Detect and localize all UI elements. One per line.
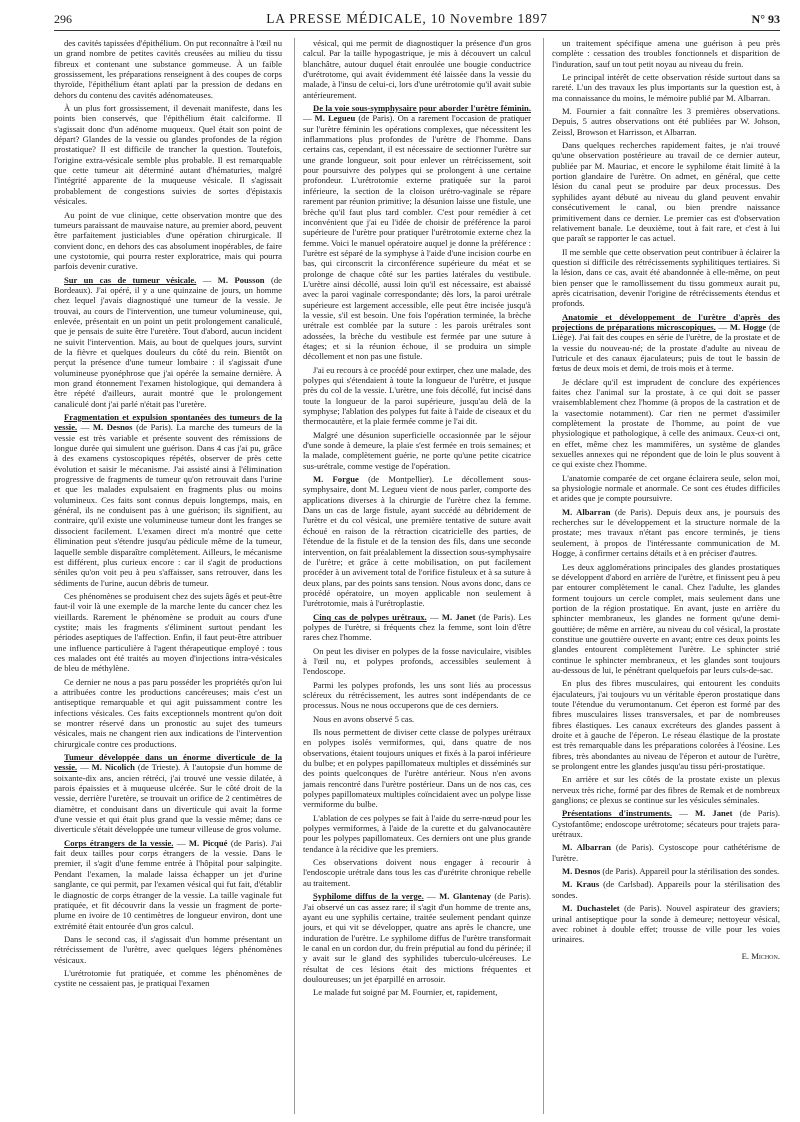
paragraph: L'urétrotomie fut pratiquée, et comme les phénomènes de cystite ne cessaient pas, je pratiquai l'examen [54,967,282,989]
paragraph: Ce dernier ne nous a pas paru posséder les propriétés qu'on lui a attribuées contre les productions cancéreuses; mais c'est un antiseptique remarquable et qui agit puissamment contre les infections vésicales. Ces faits exceptionnels montrent qu'on doit se montrer réservé dans un pronostic au sujet des tumeurs vésicales, mais ne changent rien aux indications de l'intervention chirurgicale contre ces productions. [54,676,282,749]
section-anatomie-uretre: Anatomie et développement de l'urètre d'après des projections de préparations microscopiques. — M. Hogge (de Liège). J'ai fait des coupes en série de l'urètre, de la prostate et de la vessie du nouveau-né; de la prostate d'adulte au niveau de l'utricule et des canaux éjaculateurs; puis de tout le bassin de fœtus de deux mois et demi, de trois mois et à terme. [552,311,780,374]
section-title: Syphilome diffus de la verge. [313,891,424,902]
section-author: M. Desnos [562,866,601,877]
section-author: M. Pousson [217,274,265,285]
column-2 [294,38,531,1114]
paragraph: Il me semble que cette observation peut contribuer à éclairer la question si difficile des rétrécissements syphilitiques tertiaires. Si la lésion, dans ce cas, avait été abandonnée à elle-même, on peut bien penser que le ramollissement du tissu gommeux aurait pu, après cicatrisation, devenir l'origine de rétrécissements étendus et profonds. [552,246,780,309]
section-text: (de Carlsbad). Appareils pour la stérilisation des sondes. [552,879,780,900]
section-text: (de Paris). Nouvel aspirateur des graviers; urinal antiseptique pour la sonde à demeure; nettoyeur vésical, avec robinet à double effet; trousse de ville pour les voies urinaires. [552,903,780,945]
section-text: (de Paris). La marche des tumeurs de la vessie est très variable et présente souvent des rémissions de longue durée qui simulent une guérison. Dans 4 cas j'ai pu, grâce à des examens cystoscopiques répétés, observer de près cette évolution et saisir le mécanisme. J'ai assisté ainsi à l'élimination progressive de fragments de tumeur qu'on retrouvait dans l'urine et que les malades expulsaient en fragments plus ou moins volumineux. Ces faits sont connus depuis longtemps, mais, en général, ils ne conduisent pas à une guérison; ils signifient, au contraire, qu'il existe une volumineuse tumeur dont les franges se dissocient facilement. L'examen direct m'a montré que cette élimination peut s'étendre jusqu'au pédicule même de la tumeur, laquelle semble disparaître complètement. Ailleurs, le mécanisme est différent, plus curieux encore : car il s'agit de productions séniles qu'on voit peu à peu s'affaisser, sans retrouver, dans les sédiments de l'urine, aucun débris de tumeur. [54,422,282,588]
issue-number: N° 93 [751,11,780,26]
section-syphilome: Syphilome diffus de la verge. — M. Glantenay (de Paris). J'ai observé un cas assez rare; il s'agit d'un homme de trente ans, ayant eu une syphilis certaine, traitée seulement pendant quinze jours, et qui vit se développer, quatre ans après le chancre, une induration de l'urètre. Le syphilome diffus de l'urètre transformait le canal en un cordon dur, du frein préputial au fond du périnée; il y avait sur le gland des syphilides tuberculo-ulcéreuses. Le résultat de ces lésions était des mictions fréquentes et douloureuses; un jet éparpillé en arrosoir. [303,891,531,984]
section-corps-etrangers: Corps étrangers de la vessie. — M. Picqué (de Paris). J'ai fait deux tailles pour corps étrangers de la vessie. Dans le premier, il s'agit d'une femme entrée à l'hôpital pour salpingite. Pendant l'examen, la malade laissa échapper un jet d'urine sanglante, ce qui permit, par l'examen vésical qui fut fait, d'établir le diagnostic de corps étranger de la vessie. La taille vaginale fut pratiquée, et fit découvrir dans la vessie un fragment de porte-plume en ivoire de 10 centimètres de longueur environ, dont une extrémité était entourée d'un gros calcul. [54,837,282,931]
column-3 [543,38,780,1114]
section-polypes-uretraux: Cinq cas de polypes urétraux. — M. Janet (de Paris). Les polypes de l'urètre, si fréquents chez la femme, sont loin d'être rares chez l'homme. [303,611,531,643]
section-author: M. Desnos [92,422,133,433]
section-albarran [552,507,780,559]
section-title: Corps étrangers de la vessie. [64,837,174,848]
section-author: M. Albarran [562,506,611,517]
section-title: Anatomie et développement de l'urètre d'après des projections de préparations microscopiques. [552,311,780,332]
section-text: (de Paris). Cystoscope pour cathétérisme de l'urètre. [552,842,780,863]
section-text: (de Bordeaux). J'ai opéré, il y a une quinzaine de jours, un homme chez lequel j'avais diagnostiqué une tumeur de la vessie. Je trouvai, au cours de l'intervention, une tumeur volumineuse, qui, enlevée, présentait en un point un petit prolongement canaliculé, que je pensais de suite être l'uretère. Tout d'abord, aucun incident ne suivit l'intervention. Mais, au bout de quelques jours, survint de la fièvre et quelques douleurs du côté du rein. Bientôt on perçut la présence d'une tumeur lombaire : il s'agissait d'une volumineuse pyonéphrose que j'ai opérée la semaine dernière. À mon grand étonnement l'examen histologique, qui demandera à être répété d'ailleurs, aurait montré que le prolongement canaliculé dont j'ai parlé n'était pas l'uretère. [54,274,282,409]
section-title: Cinq cas de polypes urétraux. [313,611,427,622]
section-text: (de Liège). J'ai fait des coupes en série de l'urètre, de la prostate et de la vessie du nouveau-né; de la prostate d'adulte au niveau de l'utricule et des canaux éjaculateurs; puis de tout le bassin de fœtus de deux mois et demi, de trois mois et à terme. [552,321,780,374]
section-diverticule: Tumeur développée dans un énorme diverticule de la vessie. — M. Nicolich (de Trieste). À l'autopsie d'un homme de soixante-dix ans, ancien rétréci, j'ai trouvé une vessie dilatée, à parois épaissies et à muqueuse ulcérée. Sur le côté droit de la vessie, derrière l'uretère, se trouvait un orifice de 2 centimètres de diamètre, et conduisant dans un diverticule qui avait la forme d'une vessie et qui était plus grand que la vessie même; dans ce diverticule s'était développée une tumeur villeuse de gros volume. [54,752,282,835]
paragraph: En arrière et sur les côtés de la prostate existe un plexus nerveux très riche, formé par des fibres de Remak et de nombreux ganglions; ce plexus se continue sur les vésicules séminales. [552,774,780,806]
paragraph: J'ai eu recours à ce procédé pour extirper, chez une malade, des polypes qui s'étendaient à toute la longueur de l'urètre, et jusque près du col de la vessie. L'urètre, une fois décollé, fut incisé dans toute la longueur de la paroi supérieure, jusqu'au delà de la symphyse; l'ablation des polypes fut faite à l'aide de ciseaux et du thermocautère, et la plaie fermée comme je l'ai dit. [303,364,531,427]
paragraph: Ils nous permettent de diviser cette classe de polypes urétraux en polypes isolés vermiformes, qui, dans quatre de nos observations, étaient toujours uniques et fixés à la paroi inférieure du bulbe; et en polypes papillomateux multiples et disséminés sur des points quelconques de l'urètre antérieur. Nous n'en avons jamais rencontré dans l'urètre postérieur. Dans un de nos cas, ces polypes papillomateux multiples coïncidaient avec un polype lisse vermiforme du bulbe. [303,727,531,810]
section-text: (de Paris). Appareil pour la stérilisation des sondes. [602,866,780,877]
section-text: (de Trieste). À l'autopsie d'un homme de soixante-dix ans, ancien rétréci, j'ai trouvé une vessie dilatée, à parois épaissies et à muqueuse ulcérée. Sur le côté droit de la vessie, derrière l'uretère, se trouvait un orifice de 2 centimètres de diamètre, et conduisant dans un diverticule qui avait la forme d'une vessie et qui était plus grand que la vessie même; dans ce diverticule s'était développée une tumeur villeuse de gros volume. [54,762,282,835]
paragraph: Parmi les polypes profonds, les uns sont liés au processus scléreux du rétrécissement, les autres sont indépendants de ce processus. Nous ne nous occuperons que de ces derniers. [303,679,531,711]
paragraph: En plus des fibres musculaires, qui entourent les conduits éjaculateurs, j'ai toujours vu un véritable éperon prostatique dans toute l'étendue du verumontanum. Cet éperon est formé par des fibres musculaires lisses transversales, et par de nombreuses fibres élastiques. Les canaux excréteurs des glandes passent à droite et à gauche de l'éperon. Le réseau élastique de la prostate est très remarquable dans les préparations colorées à l'éosine. Les fibres, très abondantes au niveau de l'éperon et autour de l'urètre, se prolongent entre les glandes jusqu'au tissu péri-prostatique. [552,678,780,772]
paragraph: un traitement spécifique amena une guérison à peu près complète : cessation des troubles fonctionnels et disparition de l'induration, sauf un tout petit noyau au niveau du frein. [552,38,780,69]
paragraph: L'ablation de ces polypes se fait à l'aide du serre-nœud pour les polypes vermiformes, à l'aide de la curette et du galvanocautère pour les polypes papillomateux. Ces derniers ont une plus grande tendance à la récidive que les premiers. [303,812,531,854]
paragraph: Nous en avons observé 5 cas. [313,713,415,724]
paragraph: Le malade fut soigné par M. Fournier, et, rapidement, [313,987,498,998]
author-signature: E. Michon. [741,950,780,961]
section-author: M. Janet [695,808,733,819]
paragraph: Le principal intérêt de cette observation réside surtout dans sa rareté. L'un des travaux les plus importants sur la question est, à ma connaissance du moins, le mémoire publié par M. Albarran. [552,72,780,103]
section-author: M. Glantenay [439,891,492,902]
section-author: M. Nicolich [91,762,135,773]
section-text: (de Paris). J'ai fait deux tailles pour corps étrangers de la vessie. Dans le premier, il s'agit d'une femme entrée à l'hôpital pour salpingite. Pendant l'examen, la malade laissa échapper un jet d'urine sanglante, ce qui permit, par l'examen vésical qui fut fait, d'établir le diagnostic de corps étranger de la vessie. La taille vaginale fut pratiquée, et fit découvrir dans la vessie un fragment de porte-plume en ivoire de 10 centimètres de longueur environ, dont une extrémité était entourée d'un gros calcul. [54,837,282,931]
section-text: (de Montpellier). Le décollement sous-symphysaire, dont M. Legueu vient de nous parler, comporte des applications diverses à la chirurgie de l'urètre chez la femme. Dans un cas de large fistule, ayant succédé au débridement de l'urètre et du col vésical, une première tentative de suture avait échoué en raison de la rétraction cicatricielle des parties, de l'étendue de la fistule et de la tension des fils, dans une seconde intervention, on fait préalablement la dissection sous-symphysaire de l'urètre; et grâce à cette mobilisation, on put facilement procéder à un avivement total de l'orifice fistuleux et à sa suture à deux plans, par des points sans tension. Nous avons donc, dans ce procédé opératoire, un moyen applicable non seulement à l'urétrotomie, mais à l'urétroplastie. [303,474,531,609]
section-author: M. Janet [441,611,476,622]
instrument-entry [552,879,780,900]
section-text: (de Paris). J'ai observé un cas assez rare; il s'agit d'un homme de trente ans, ayant eu une syphilis certaine, traitée seulement pendant quinze jours, et qui vit se développer, quatre ans après le chancre, une induration de l'urètre. Le syphilome diffus de l'urètre transformait le canal en un cordon dur, du frein préputial au fond du périnée; il y avait sur le gland des syphilides tuberculo-ulcéreuses. Le résultat de ces lésions était des mictions fréquentes et douloureuses; un jet éparpillé en arrosoir. [303,891,531,984]
instrument-entry [552,866,780,876]
section-text: (de Paris). Les polypes de l'urètre, si fréquents chez la femme, sont loin d'être rares chez l'homme. [303,611,531,643]
section-voie-sous-symphysaire: De la voie sous-symphysaire pour aborder l'urètre féminin. — M. Legueu (de Paris). On a rarement l'occasion de pratiquer sur l'urètre féminin les opérations complexes, que nécessitent les inflammations plus profondes de l'urètre de l'homme. Dans certains cas, cependant, il est nécessaire de sectionner l'urètre sur une grande longueur, soit pour enlever un rétrécissement, soit pour poursuivre des polypes qui se prolongent à une certaine profondeur. L'urétrotomie externe pratiquée sur la paroi inférieure, la section de la cloison urétro-vaginale se répare rarement par réunion primitive; la désunion laisse une fistule, une brèche qu'il faut plus tard combler. C'est pour remédier à cet inconvénient que j'ai eu l'idée de choisir de préférence la paroi supérieure de l'urètre pour pratiquer l'urétrotomie externe chez la femme. Voici le manuel opératoire auquel je donne la préférence : l'urètre est séparé de la symphyse à l'aide d'une incision courbe en bas, qui circonscrit la circonférence supérieure du méat et se prolonge de chaque côté sur les parties latérales du vestibule. L'urètre ainsi décollé, aussi loin qu'il est nécessaire, est abaissé avec la paroi vaginale correspondante; dès lors, la paroi urétrale supérieure est largement accessible, elle peut être incisée jusqu'à la vessie, s'il est besoin. Une fois l'opération terminée, la brèche urétrale est comblée par la suture : les parois urétrales sont adossées, la brèche du vestibule est fermée par une suture à étages; et si la réunion échoue, il se produira un simple décollement et non pas une fistule. [303,103,531,362]
page-header [54,8,780,31]
section-instruments: Présentations d'instruments. — M. Janet (de Paris). Cystofantôme; endoscope urétrotome; sécateurs pour trajets para-urétraux. [552,808,780,840]
section-author: M. Kraus [562,879,600,890]
paragraph: vésical, qui me permit de diagnostiquer la présence d'un gros calcul. Par la taille hypogastrique, je mis à découvert un calcul blanchâtre, autour duquel était enroulée une bougie conductrice d'urétrotome, qui avait évidemment été laissée dans la vessie du malade, à l'insu de celui-ci, lors d'une urétrotomie qu'il avait subie antérieurement. [303,38,531,100]
section-text: (de Paris). Depuis deux ans, je poursuis des recherches sur le développement et la structure normale de la prostate; mes travaux n'étant pas encore terminés, je tiens seulement, à propos de l'intéressante communication de M. Hogge, à confirmer certains détails et à en préciser d'autres. [552,506,780,559]
section-title: Présentations d'instruments. [562,808,673,819]
section-forgue [303,474,531,608]
section-fragmentation: Fragmentation et expulsion spontanées des tumeurs de la vessie. — M. Desnos (de Paris). La marche des tumeurs de la vessie est très variable et présente souvent des rémissions de longue durée qui simulent une guérison. Dans 4 cas j'ai pu, grâce à des examens cystoscopiques répétés, observer de près cette évolution et saisir le mécanisme. J'ai assisté ainsi à l'élimination progressive de fragments de tumeur qu'on retrouvait dans l'urine et que les malades expulsaient en fragments plus ou moins volumineux. Ces faits sont connus depuis longtemps, mais, en général, ils ne conduisent pas à une guérison; ils signifient, au contraire, qu'il existe une volumineuse tumeur dont les franges se dissocient facilement. L'examen direct m'a montré que cette élimination peut s'étendre jusqu'au pédicule même de la tumeur, laquelle semble disparaître complètement. Ailleurs, le mécanisme est différent, plus curieux encore : car il s'agit de productions séniles qu'on voit peu à peu s'affaisser, sans retrouver, dans les sédiments de l'urine, aucun débris de tumeur. [54,412,282,588]
paragraph: des cavités tapissées d'épithélium. On put reconnaître à l'œil nu un grand nombre de petites cavités creusées au milieu du tissu fibreux et contenant une substance gommeuse. À un faible grossissement, les préparations renseignent à des coupes de corps thyroïde, l'épithélium étant aplati par la pression de dedans en dehors du contenu des cavités adénomateuses. [54,38,282,100]
instrument-entry [552,842,780,863]
paragraph: Au point de vue clinique, cette observation montre que des tumeurs paraissant de mauvaise nature, au premier abord, peuvent être parfaitement justiciables d'une opération chirurgicale. Il convient donc, en dehors des cas absolument inopérables, de faire une cystotomie, qui pourra rester exploratrice, mais qui pourra parfois devenir curative. [54,209,282,272]
section-author: M. Picqué [188,837,228,848]
section-author: M. Forgue [313,474,359,485]
paragraph: On peut les diviser en polypes de la fosse naviculaire, visibles à l'œil nu, et polypes profonds, accessibles seulement à l'endoscope. [303,645,531,677]
paragraph: Je déclare qu'il est imprudent de conclure des expériences faites chez l'animal sur la prostate, à ce qui doit se passer vraisemblablement chez l'homme (à propos de la castration et de la vasectomie notamment). Car rien ne permet d'assimiler complètement la prostate de l'homme, au point de vue physiologique et pathologique, à celle des animaux. Ceux-ci ont, en effet, même chez les mammifères, un système de glandes sexuelles annexes qui ne répondent que de loin le plus souvent à ce qui existe chez l'homme. [552,376,780,470]
paragraph: À un plus fort grossissement, il devenait manifeste, dans les points bien conservés, que l'épithélium était calciforme. Il s'agissait donc d'un adénome muqueux. Quel était son point de départ? Glandes de la vessie ou glandes profondes de la région prostatique? Il est difficile de trancher la question. Toutefois, l'origine extra-vésicale semble plus probable. Il est remarquable que cette tumeur ait déterminé autant d'hématuries, malgré l'intégrité apparente de la muqueuse vésicale. Il s'agissait probablement de congestions suivies de sortes d'épistaxis vésicales. [54,103,282,207]
section-title: Sur un cas de tumeur vésicale. [64,274,197,285]
paragraph: Malgré une désunion superficielle occasionnée par le séjour d'une sonde à demeure, la plaie s'est fermée en trois semaines; et la malade, complètement guérie, ne porte qu'une petite cicatrice sus-urétrale, comme vestige de l'opération. [303,429,531,471]
journal-title: LA PRESSE MÉDICALE, 10 Novembre 1897 [266,11,548,26]
section-text: (de Paris). On a rarement l'occasion de pratiquer sur l'urètre féminin les opérations complexes, que nécessitent les inflammations plus profondes de l'urètre de l'homme. Dans certains cas, cependant, il est nécessaire de sectionner l'urètre sur une grande longueur, soit pour enlever un rétrécissement, soit pour poursuivre des polypes qui se prolongent à une certaine profondeur. L'urétrotomie externe pratiquée sur la paroi inférieure, la section de la cloison urétro-vaginale se répare rarement par réunion primitive; la désunion laisse une fistule, une brèche qu'il faut plus tard combler. C'est pour remédier à cet inconvénient que j'ai eu l'idée de choisir de préférence la paroi supérieure de l'urètre pour pratiquer l'urétrotomie externe chez la femme. Voici le manuel opératoire auquel je donne la préférence : l'urètre est séparé de la symphyse à l'aide d'une incision courbe en bas, qui circonscrit la circonférence supérieure du méat et se prolonge de chaque côté sur les parties latérales du vestibule. L'urètre ainsi décollé, aussi loin qu'il est nécessaire, est abaissé avec la paroi vaginale correspondante; dès lors, la paroi urétrale supérieure est largement accessible, elle peut être incisée jusqu'à la vessie, s'il est besoin. Une fois l'opération terminée, la brèche urétrale est comblée par la suture : les parois urétrales sont adossées, la brèche du vestibule est fermée par une suture à étages; et si la réunion échoue, il se produira un simple décollement et non pas une fistule. [303,113,531,362]
section-title: De la voie sous-symphysaire pour aborder l'urètre féminin. [313,103,531,114]
paragraph: Dans quelques recherches rapidement faites, je n'ai trouvé qu'une observation postérieure au travail de ce dernier auteur, publiée par M. Mauriac, et encore le syphilome était limité à la portion glandaire de l'urètre. On admet, en général, que cette lésion du canal peut se produire par deux processus. Des syphilides ayant débuté au niveau du gland peuvent envahir consécutivement le canal, ou bien prendre naissance primitivement dans ce dernier. Le premier cas est d'observation relativement banale. Le deuxième, tout à fait rare, et c'est à lui que paraît se rapporter le cas actuel. [552,140,780,244]
page-number: 296 [54,11,72,26]
article-columns [54,38,780,1114]
section-author: M. Hogge [729,321,767,332]
section-title: Tumeur développée dans un énorme diverticule de la vessie. [54,752,282,773]
section-text: (de Paris). Cystofantôme; endoscope urétrotome; sécateurs pour trajets para-urétraux. [552,808,780,840]
paragraph: Dans le second cas, il s'agissait d'un homme présentant un rétrécissement de l'urètre, avec quelques légers phénomènes vésicaux. [54,933,282,965]
section-author: M. Duchastelet [562,903,620,914]
paragraph: M. Fournier a fait connaître les 3 premières observations. Depuis, 5 autres observations ont été publiées par W. Johson, Zeissl, Browson et Harrisson, et Albarran. [552,106,780,137]
section-title: Fragmentation et expulsion spontanées des tumeurs de la vessie. [54,412,282,433]
paragraph: L'anatomie comparée de cet organe éclairera seule, selon moi, sa physiologie normale et anormale. Ce sont ces études difficiles et arides que je compte poursuivre. [552,472,780,504]
paragraph: Ces phénomènes se produisent chez des sujets âgés et peut-être faut-il voir là une exemple de la marche lente du cancer chez les vieillards. Rarement le phénomène se produit au cours d'une cystite; mais les fragments s'éliminent surtout pendant les périodes aseptiques de l'affection. Enfin, il faut peut-être attribuer une influence particulière à l'agent thérapeutique employé : tous ces malades ont été traités au moyen d'injections intra-vésicales de bleu de méthylène. [54,590,282,674]
section-author: M. Albarran [562,842,611,853]
paragraph: Les deux agglomérations principales des glandes prostatiques se développent d'abord en arrière de l'urètre, et finissent peu à peu par entourer complètement le canal. Chez l'adulte, les glandes forment toujours un cercle complet, mais seulement dans une portion de la région prostatique. En avant, juste en arrière du sphincter membraneux, les glandes ne forment qu'une demi-gouttière; de même en arrière, au niveau du col vésical, la prostate constitue une gouttière ouverte en avant; entre ces deux points les glandes entourent complètement l'urètre. Le sphincter strié continue le sphincter membraneux, et les glandes sont toujours au-dessous de lui, le pénétrant quelquefois par leurs culs-de-sac. [552,561,780,675]
section-author: M. Legueu [314,113,356,124]
section-tumeur-vesicale: Sur un cas de tumeur vésicale. — M. Pousson (de Bordeaux). J'ai opéré, il y a une quinzaine de jours, un homme chez lequel j'avais diagnostiqué une tumeur de la vessie. Je trouvai, au cours de l'intervention, une tumeur volumineuse, qui, enlevée, présentait en un point un petit prolongement canaliculé, que je pensais de suite être l'uretère. Tout d'abord, aucun incident ne suivit l'intervention. Mais, au bout de quelques jours, survint de la fièvre et quelques douleurs du côté du rein. Bientôt on perçut la présence d'une tumeur lombaire : il s'agissait d'une volumineuse pyonéphrose que j'ai opérée la semaine dernière. À mon grand étonnement l'examen histologique, qui demandera à être répété d'ailleurs, aurait montré que le prolongement canaliculé dont j'ai parlé n'était pas l'uretère. [54,274,282,409]
instrument-entry [552,903,780,944]
paragraph: Ces observations doivent nous engager à recourir à l'endoscopie urétrale dans tous les cas d'urétrite chronique rebelle au traitement. [303,857,531,888]
column-1 [54,38,282,1114]
